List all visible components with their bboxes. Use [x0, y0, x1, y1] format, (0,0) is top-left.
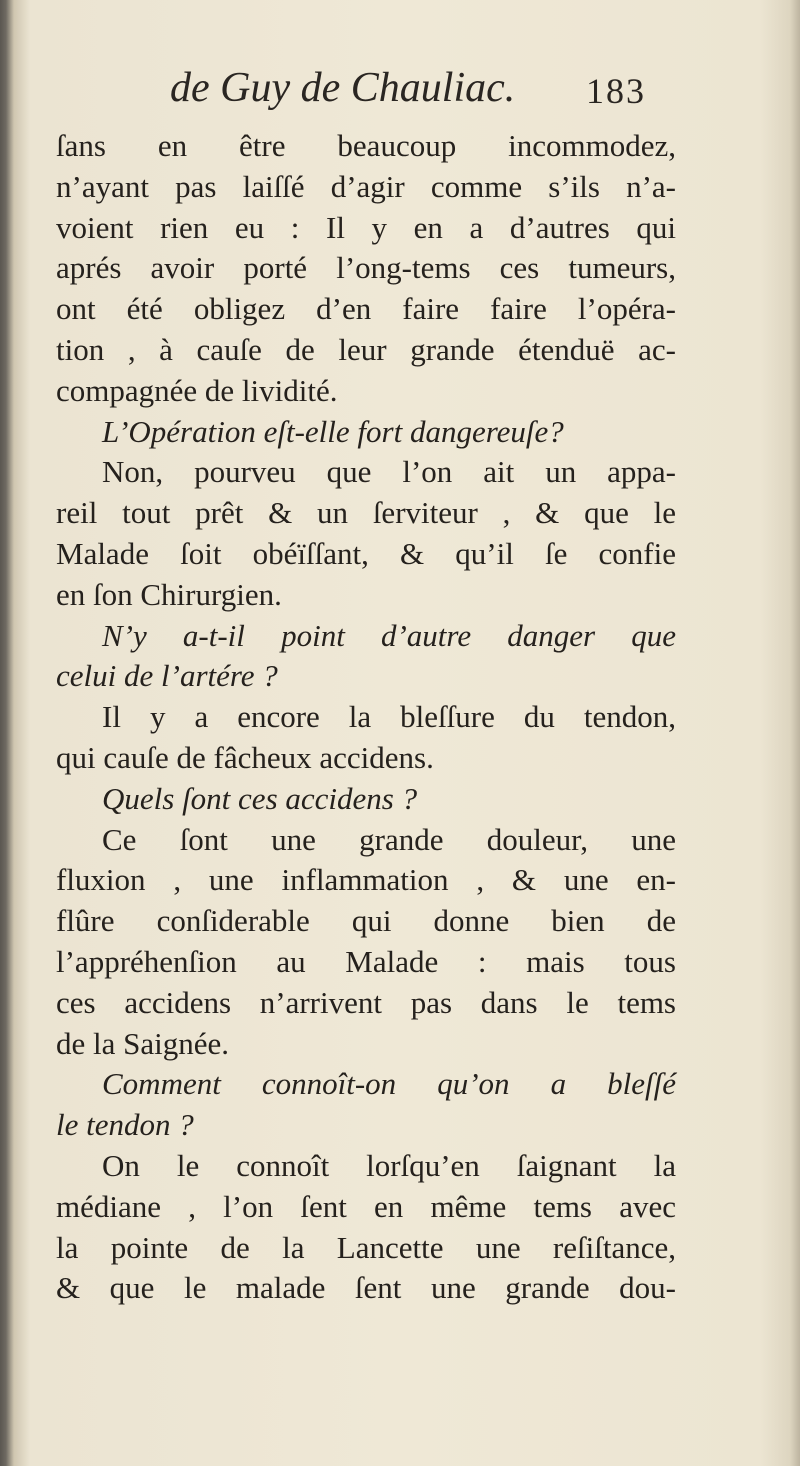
text-line: On le connoît lorſqu’en ſaignant la: [102, 1147, 676, 1183]
text-line: flûre conſiderable qui donne bien de: [56, 903, 676, 939]
text-line: Ce ſont une grande douleur, une: [102, 821, 676, 857]
question-line: L’Opération eſt-elle fort dangereuſe?: [102, 413, 564, 449]
text-line: l’appréhenſion au Malade : mais tous: [56, 943, 676, 979]
text-line: compagnée de lividité.: [56, 372, 338, 408]
text-line: Il y a encore la bleſſure du tendon,: [102, 699, 676, 735]
page-number: 183: [586, 71, 646, 111]
text-line: médiane , l’on ſent en même tems avec: [56, 1188, 676, 1224]
text-line: Non, pourveu que l’on ait un appa-: [102, 454, 676, 490]
text-line: qui cauſe de fâcheux accidens.: [56, 739, 434, 775]
text-line: fluxion , une inflammation , & une en-: [56, 862, 676, 898]
question-line: N’y a-t-il point d’autre danger que: [102, 617, 676, 653]
question-line: Quels ſont ces accidens ?: [102, 780, 418, 816]
text-line: ſans en être beaucoup incommodez,: [56, 128, 676, 163]
text-line: reil tout prêt & un ſerviteur , & que le: [56, 495, 676, 531]
text-line: ces accidens n’arrivent pas dans le tems: [56, 984, 676, 1020]
text-line: aprés avoir porté l’ong-tems ces tumeurs,: [56, 250, 676, 286]
body-text: [56, 126, 676, 1309]
text-line: voient rien eu : Il y en a d’autres qui: [56, 209, 676, 245]
question-line: celui de l’artére ?: [56, 658, 278, 694]
text-line: & que le malade ſent une grande dou-: [56, 1270, 676, 1306]
text-line: la pointe de la Lancette une reſiſtance,: [56, 1229, 676, 1265]
question-line: Comment connoît-on qu’on a bleſſé: [102, 1066, 676, 1102]
text-line: ont été obligez d’en faire faire l’opéra-: [56, 291, 676, 327]
text-line: n’ayant pas laiſſé d’agir comme s’ils n’a-: [56, 168, 676, 204]
text-line: Malade ſoit obéïſſant, & qu’il ſe confie: [56, 535, 676, 571]
text-line: de la Saignée.: [56, 1025, 230, 1061]
text-line: tion , à cauſe de leur grande étenduë ac-: [56, 331, 676, 367]
running-head-title: de Guy de Chauliac.: [170, 65, 516, 111]
text-line: en ſon Chirurgien.: [56, 576, 282, 612]
question-line: le tendon ?: [56, 1107, 194, 1143]
